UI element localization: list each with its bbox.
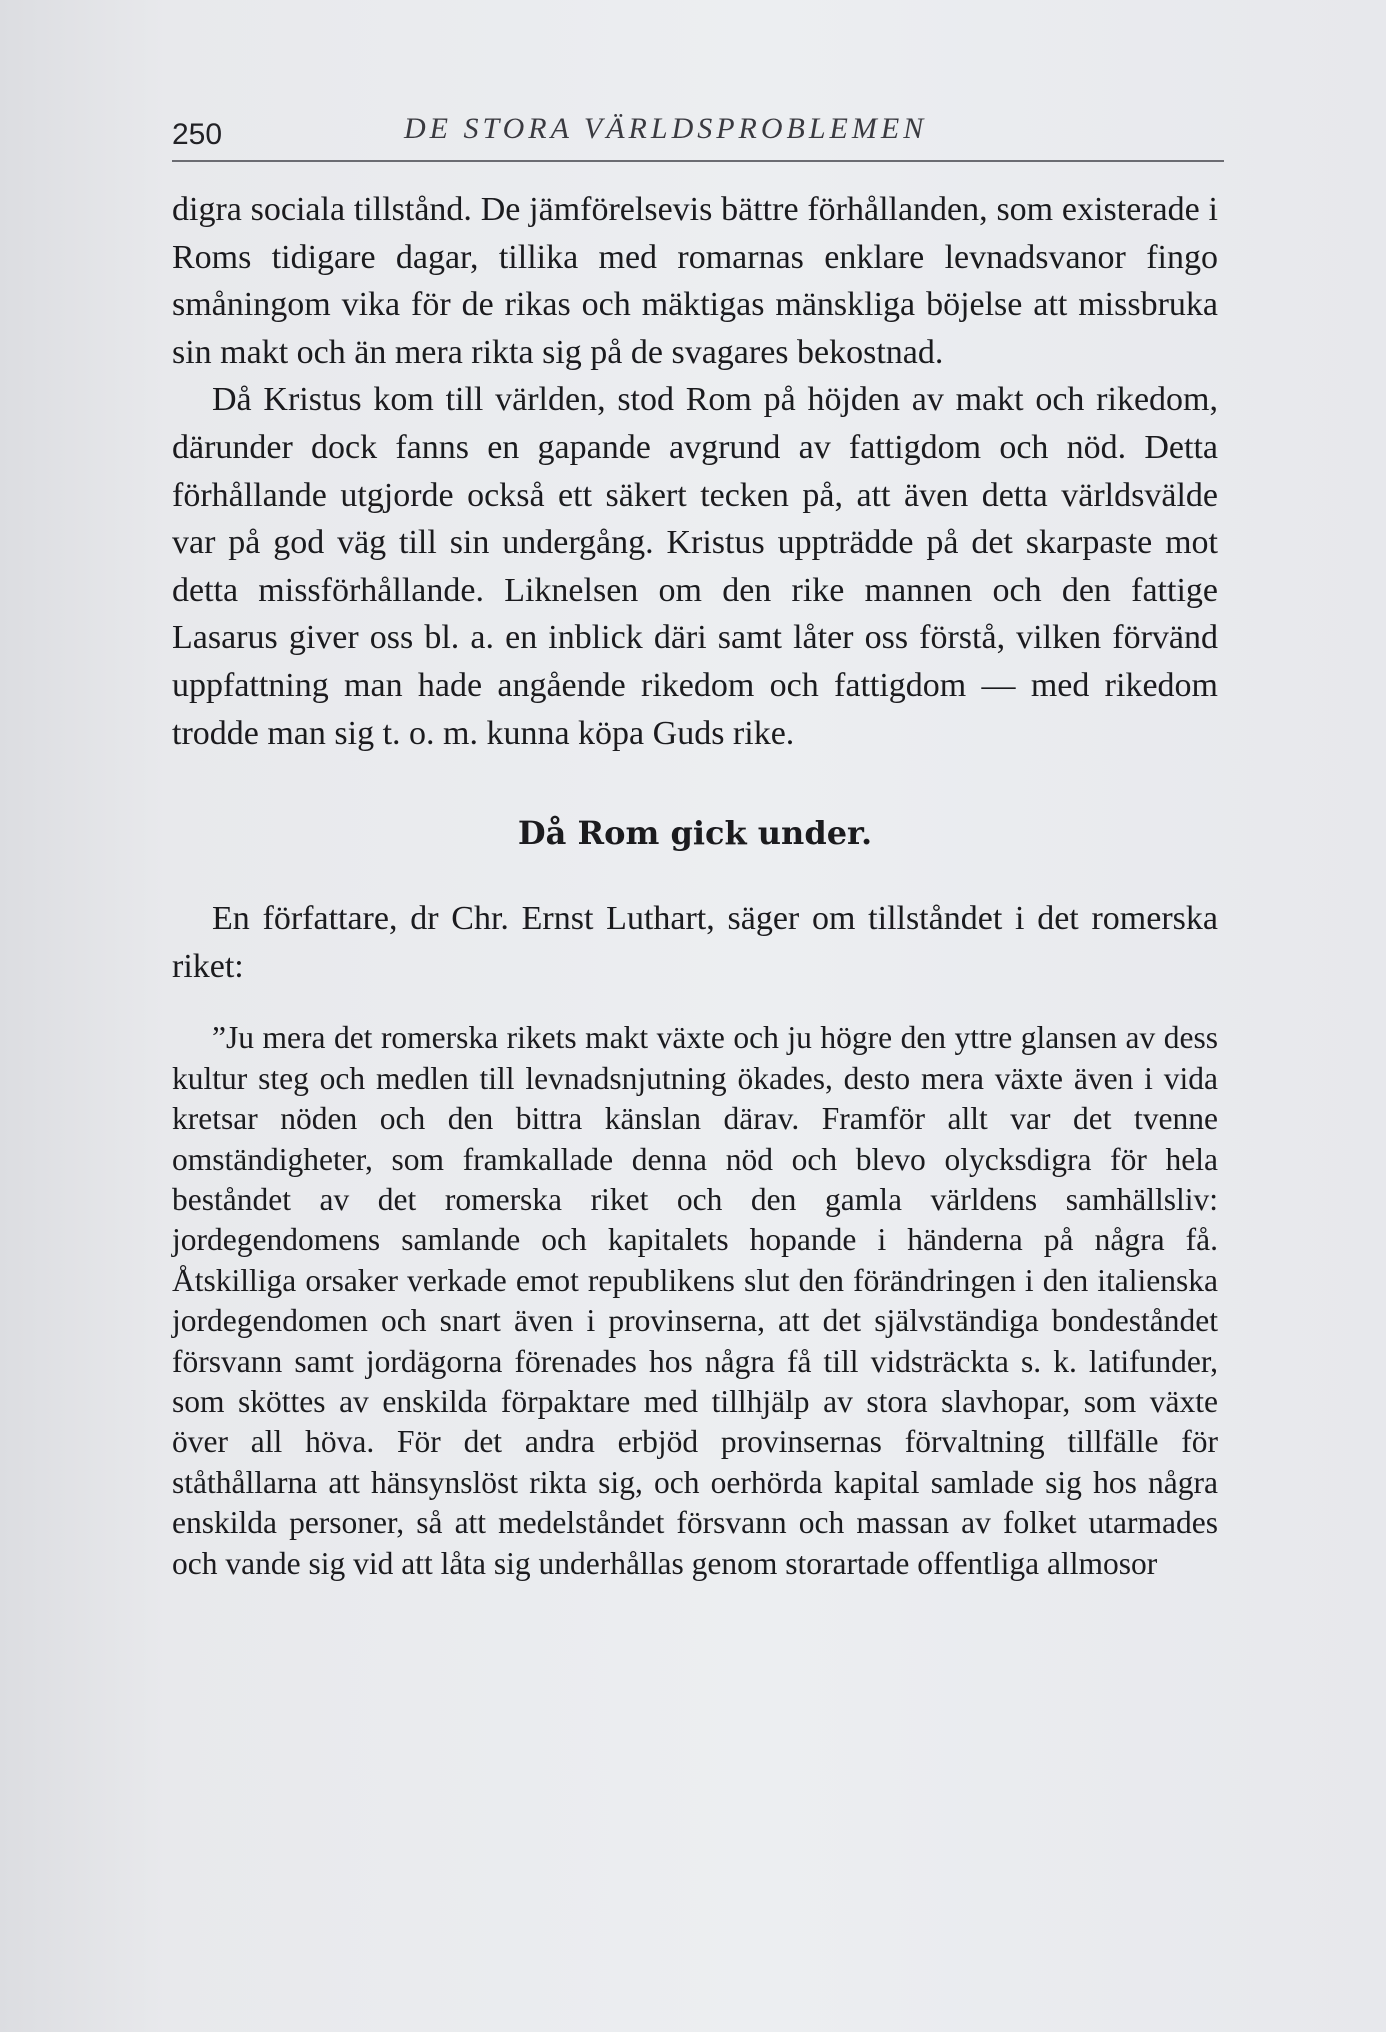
body-text [172,186,1218,1584]
paragraph-continuation: digra sociala tillstånd. De jämförelsevis bättre förhållanden, som existerade i Roms tidigare dagar, tillika med romarnas enklare levnadsvanor fingo småningom vika för de rikas och mäktigas mänskliga böjelse att missbruka sin makt och än mera rikta sig på de svagares bekostnad. [172,191,1218,371]
paragraph-intro: En författare, dr Chr. Ernst Luthart, säger om tillståndet i det romerska riket: [172,900,1218,985]
page-header [172,108,1220,164]
header-rule [172,160,1224,162]
section-heading: Då Rom gick under. [517,814,873,853]
paragraph: Då Kristus kom till världen, stod Rom på höjden av makt och rikedom, därunder dock fanns en gapande avgrund av fattigdom och nöd. Detta förhållande utgjorde också ett säkert tecken på, att även detta världsvälde var på god väg till sin undergång. Kristus uppträdde på det skarpaste mot detta missförhållande. Liknelsen om den rike mannen och den fattige Lasarus giver oss bl. a. en inblick däri samt låter oss förstå, vilken förvänd uppfattning man hade angående rikedom och fattigdom — med rikedom trodde man sig t. o. m. kunna köpa Guds rike. [172,381,1218,752]
running-title: DE STORA VÄRLDSPROBLEMEN [404,112,928,145]
block-quote: ”Ju mera det romerska rikets makt växte och ju högre den yttre glansen av dess kultur steg och medlen till levnadsnjutning ökades, desto mera växte även i vida kretsar nöden och den bittra känslan därav. Framför allt var det tvenne omständigheter, som framkallade denna nöd och blevo olycksdigra för hela beståndet av det romerska riket och den gamla världens samhällsliv: jordegendomens samlande och kapitalets hopande i händerna på några få. Åtskilliga orsaker verkade emot republikens slut den förändringen i den italienska jordegendomen och snart även i provinserna, att det självständiga bondeståndet försvann samt jordägorna förenades hos några få till vidsträckta s. k. latifunder, som sköttes av enskilda förpaktare med tillhjälp av stora slavhopar, som växte över all höva. För det andra erbjöd provinsernas förvaltning tillfälle för ståthållarna att hänsynslöst rikta sig, och oerhörda kapital samlade sig hos några enskilda personer, så att medelståndet försvann och massan av folket utarmades och vande sig vid att låta sig underhållas genom storartade offentliga allmosor [172,1020,1218,1581]
page-number: 250 [172,118,223,151]
